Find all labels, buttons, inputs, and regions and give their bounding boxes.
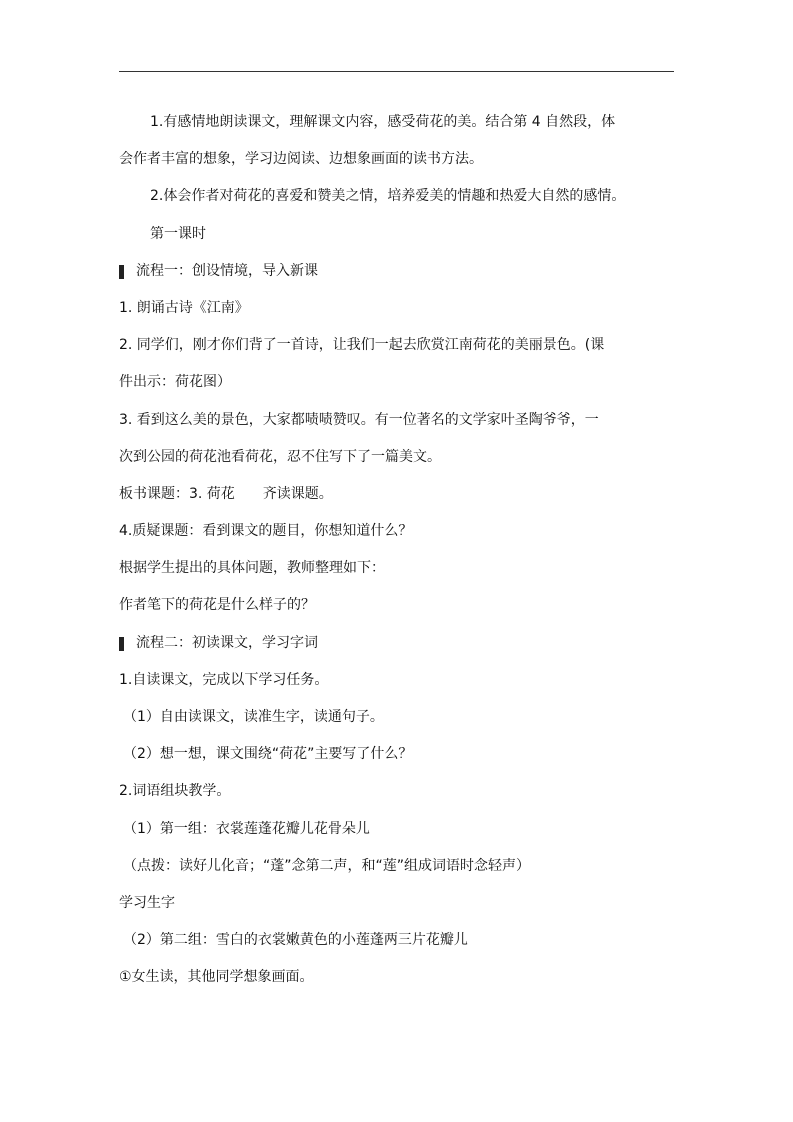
lesson-title: 第一课时 xyxy=(150,225,206,242)
paragraph-line: 件出示：荷花图） xyxy=(119,374,231,391)
paragraph-line: （2）想一想，课文围绕“荷花”主要写了什么？ xyxy=(123,746,413,763)
paragraph-line: 1.自读课文，完成以下学习任务。 xyxy=(119,671,329,688)
section-heading-1 xyxy=(119,253,679,290)
objective-1: 1.有感情地朗读课文，理解课文内容，感受荷花的美。结合第 4 自然段，体 xyxy=(150,114,616,130)
section-heading-text: 流程一：创设情境，导入新课 xyxy=(136,262,318,279)
objective-2: 2.体会作者对荷花的喜爱和赞美之情，培养爱美的情趣和热爱大自然的感情。 xyxy=(150,188,626,205)
section-heading-text: 流程二：初读课文，学习字词 xyxy=(136,634,318,651)
paragraph-line: 2. 同学们，刚才你们背了一首诗，让我们一起去欣赏江南荷花的美丽景色。(课 xyxy=(119,337,605,354)
paragraph-line: 次到公园的荷花池看荷花，忍不住写下了一篇美文。 xyxy=(119,448,441,465)
objective-1-continued: 会作者丰富的想象，学习边阅读、边想象画面的读书方法。 xyxy=(119,151,483,168)
paragraph-line: （2）第二组：雪白的衣裳嫩黄色的小莲蓬两三片花瓣儿 xyxy=(123,932,468,949)
section-marker-icon xyxy=(119,265,124,279)
paragraph-line: 根据学生提出的具体问题，教师整理如下： xyxy=(119,560,385,577)
paragraph-line: 学习生字 xyxy=(119,894,175,911)
paragraph-line: ①女生读，其他同学想象画面。 xyxy=(119,969,314,986)
paragraph-line: （点拨：读好儿化音；“蓬”念第二声，和“莲”组成词语时念轻声） xyxy=(123,857,531,874)
paragraph-line: （1）自由读课文，读准生字，读通句子。 xyxy=(123,709,384,725)
document-body xyxy=(119,104,679,997)
paragraph-line: 作者笔下的荷花是什么样子的？ xyxy=(119,597,315,614)
paragraph-line: 3. 看到这么美的景色，大家都啧啧赞叹。有一位著名的文学家叶圣陶爷爷，一 xyxy=(119,411,599,428)
section-marker-icon xyxy=(119,637,124,651)
section-heading-2 xyxy=(119,625,679,662)
paragraph-line: 2.词语组块教学。 xyxy=(119,783,231,800)
paragraph-line: 1. 朗诵古诗《江南》 xyxy=(119,299,249,316)
paragraph-line: 板书课题：3. 荷花 齐读课题。 xyxy=(119,485,333,502)
paragraph-line: 4.质疑课题：看到课文的题目，你想知道什么？ xyxy=(119,523,413,540)
header-rule xyxy=(119,71,674,72)
paragraph-line: （1）第一组：衣裳莲蓬花瓣儿花骨朵儿 xyxy=(123,820,370,837)
